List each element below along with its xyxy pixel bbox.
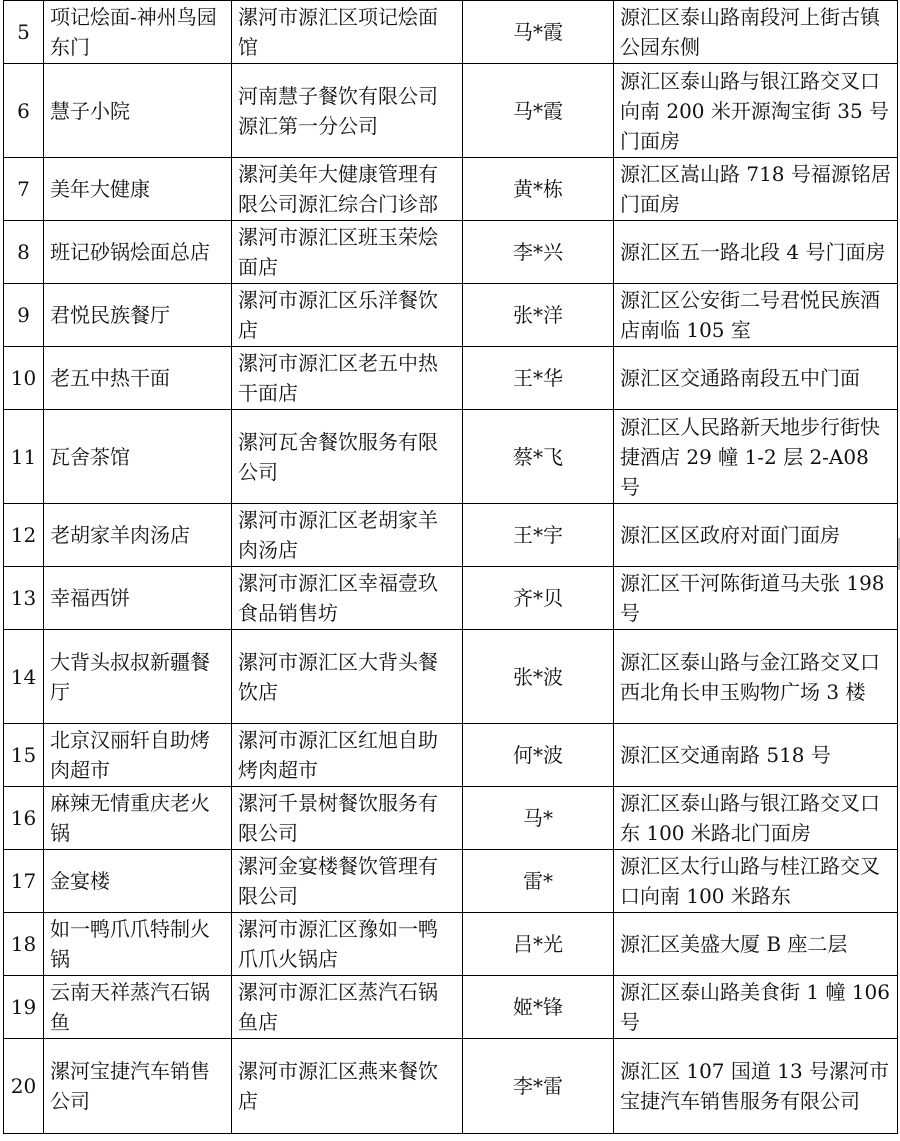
table-body (4, 1, 898, 1134)
responsible-person-cell: 张*波 (463, 630, 614, 724)
address-cell: 源汇区嵩山路 718 号福源铭居门面房 (614, 158, 898, 221)
responsible-person-cell: 马* (463, 787, 614, 850)
table-row (4, 787, 898, 850)
company-name-cell: 漯河市源汇区乐洋餐饮店 (232, 284, 463, 347)
responsible-person-cell: 张*洋 (463, 284, 614, 347)
company-name-cell: 漯河千景树餐饮服务有限公司 (232, 787, 463, 850)
company-name-cell: 漯河瓦舍餐饮服务有限公司 (232, 410, 463, 504)
responsible-person-cell: 马*霞 (463, 64, 614, 158)
row-number-cell: 17 (4, 850, 44, 913)
responsible-person-cell: 马*霞 (463, 1, 614, 64)
shop-name-cell: 云南天祥蒸汽石锅鱼 (44, 976, 232, 1039)
table-row (4, 347, 898, 410)
responsible-person-cell: 李*雷 (463, 1039, 614, 1134)
address-cell: 源汇区美盛大厦 B 座二层 (614, 913, 898, 976)
responsible-person-cell: 姬*锋 (463, 976, 614, 1039)
address-cell: 源汇区泰山路美食街 1 幢 106 号 (614, 976, 898, 1039)
address-cell: 源汇区区政府对面门面房 (614, 504, 898, 567)
table-row (4, 913, 898, 976)
table-row (4, 64, 898, 158)
address-cell: 源汇区泰山路与银江路交叉口东 100 米路北门面房 (614, 787, 898, 850)
responsible-person-cell: 李*兴 (463, 221, 614, 284)
row-number-cell: 13 (4, 567, 44, 630)
address-cell: 源汇区公安街二号君悦民族酒店南临 105 室 (614, 284, 898, 347)
address-cell: 源汇区泰山路与银江路交叉口向南 200 米开源淘宝街 35 号门面房 (614, 64, 898, 158)
company-name-cell: 漯河市源汇区班玉荣烩面店 (232, 221, 463, 284)
table-row (4, 1, 898, 64)
address-cell: 源汇区泰山路南段河上街古镇公园东侧 (614, 1, 898, 64)
company-name-cell: 漯河市源汇区豫如一鸭爪爪火锅店 (232, 913, 463, 976)
responsible-person-cell: 何*波 (463, 724, 614, 787)
company-name-cell: 漯河市源汇区老胡家羊肉汤店 (232, 504, 463, 567)
shop-name-cell: 北京汉丽轩自助烤肉超市 (44, 724, 232, 787)
row-number-cell: 5 (4, 1, 44, 64)
company-name-cell: 漯河美年大健康管理有限公司源汇综合门诊部 (232, 158, 463, 221)
address-cell: 源汇区干河陈街道马夫张 198 号 (614, 567, 898, 630)
shop-name-cell: 老五中热干面 (44, 347, 232, 410)
table-row (4, 1039, 898, 1134)
table-row (4, 504, 898, 567)
table-row (4, 284, 898, 347)
shop-name-cell: 项记烩面-神州鸟园东门 (44, 1, 232, 64)
company-name-cell: 漯河市源汇区老五中热干面店 (232, 347, 463, 410)
address-cell: 源汇区交通路南段五中门面 (614, 347, 898, 410)
responsible-person-cell: 黄*栋 (463, 158, 614, 221)
shop-name-cell: 老胡家羊肉汤店 (44, 504, 232, 567)
row-number-cell: 14 (4, 630, 44, 724)
responsible-person-cell: 王*宇 (463, 504, 614, 567)
company-name-cell: 漯河市源汇区大背头餐饮店 (232, 630, 463, 724)
table-row (4, 630, 898, 724)
shop-name-cell: 幸福西饼 (44, 567, 232, 630)
row-number-cell: 6 (4, 64, 44, 158)
address-cell: 源汇区人民路新天地步行街快捷酒店 29 幢 1-2 层 2-A08 号 (614, 410, 898, 504)
shop-name-cell: 瓦舍茶馆 (44, 410, 232, 504)
company-name-cell: 漯河金宴楼餐饮管理有限公司 (232, 850, 463, 913)
address-cell: 源汇区交通南路 518 号 (614, 724, 898, 787)
table-row (4, 976, 898, 1039)
registry-table (3, 0, 898, 1134)
responsible-person-cell: 蔡*飞 (463, 410, 614, 504)
company-name-cell: 漯河市源汇区燕来餐饮店 (232, 1039, 463, 1134)
row-number-cell: 16 (4, 787, 44, 850)
table-row (4, 221, 898, 284)
row-number-cell: 7 (4, 158, 44, 221)
address-cell: 源汇区太行山路与桂江路交叉口向南 100 米路东 (614, 850, 898, 913)
table-row (4, 724, 898, 787)
row-number-cell: 10 (4, 347, 44, 410)
responsible-person-cell: 王*华 (463, 347, 614, 410)
table-row (4, 410, 898, 504)
shop-name-cell: 慧子小院 (44, 64, 232, 158)
responsible-person-cell: 雷* (463, 850, 614, 913)
table-row (4, 567, 898, 630)
shop-name-cell: 班记砂锅烩面总店 (44, 221, 232, 284)
company-name-cell: 漯河市源汇区项记烩面馆 (232, 1, 463, 64)
row-number-cell: 8 (4, 221, 44, 284)
row-number-cell: 20 (4, 1039, 44, 1134)
table-row (4, 158, 898, 221)
shop-name-cell: 美年大健康 (44, 158, 232, 221)
address-cell: 源汇区泰山路与金江路交叉口西北角长申玉购物广场 3 楼 (614, 630, 898, 724)
company-name-cell: 漯河市源汇区幸福壹玖食品销售坊 (232, 567, 463, 630)
responsible-person-cell: 齐*贝 (463, 567, 614, 630)
company-name-cell: 漯河市源汇区蒸汽石锅鱼店 (232, 976, 463, 1039)
address-cell: 源汇区五一路北段 4 号门面房 (614, 221, 898, 284)
shop-name-cell: 君悦民族餐厅 (44, 284, 232, 347)
shop-name-cell: 如一鸭爪爪特制火锅 (44, 913, 232, 976)
row-number-cell: 11 (4, 410, 44, 504)
responsible-person-cell: 吕*光 (463, 913, 614, 976)
row-number-cell: 12 (4, 504, 44, 567)
row-number-cell: 15 (4, 724, 44, 787)
shop-name-cell: 大背头叔叔新疆餐厅 (44, 630, 232, 724)
row-number-cell: 9 (4, 284, 44, 347)
row-number-cell: 19 (4, 976, 44, 1039)
table-row (4, 850, 898, 913)
shop-name-cell: 麻辣无情重庆老火锅 (44, 787, 232, 850)
shop-name-cell: 金宴楼 (44, 850, 232, 913)
row-number-cell: 18 (4, 913, 44, 976)
company-name-cell: 河南慧子餐饮有限公司源汇第一分公司 (232, 64, 463, 158)
address-cell: 源汇区 107 国道 13 号漯河市宝捷汽车销售服务有限公司 (614, 1039, 898, 1134)
company-name-cell: 漯河市源汇区红旭自助烤肉超市 (232, 724, 463, 787)
shop-name-cell: 漯河宝捷汽车销售公司 (44, 1039, 232, 1134)
